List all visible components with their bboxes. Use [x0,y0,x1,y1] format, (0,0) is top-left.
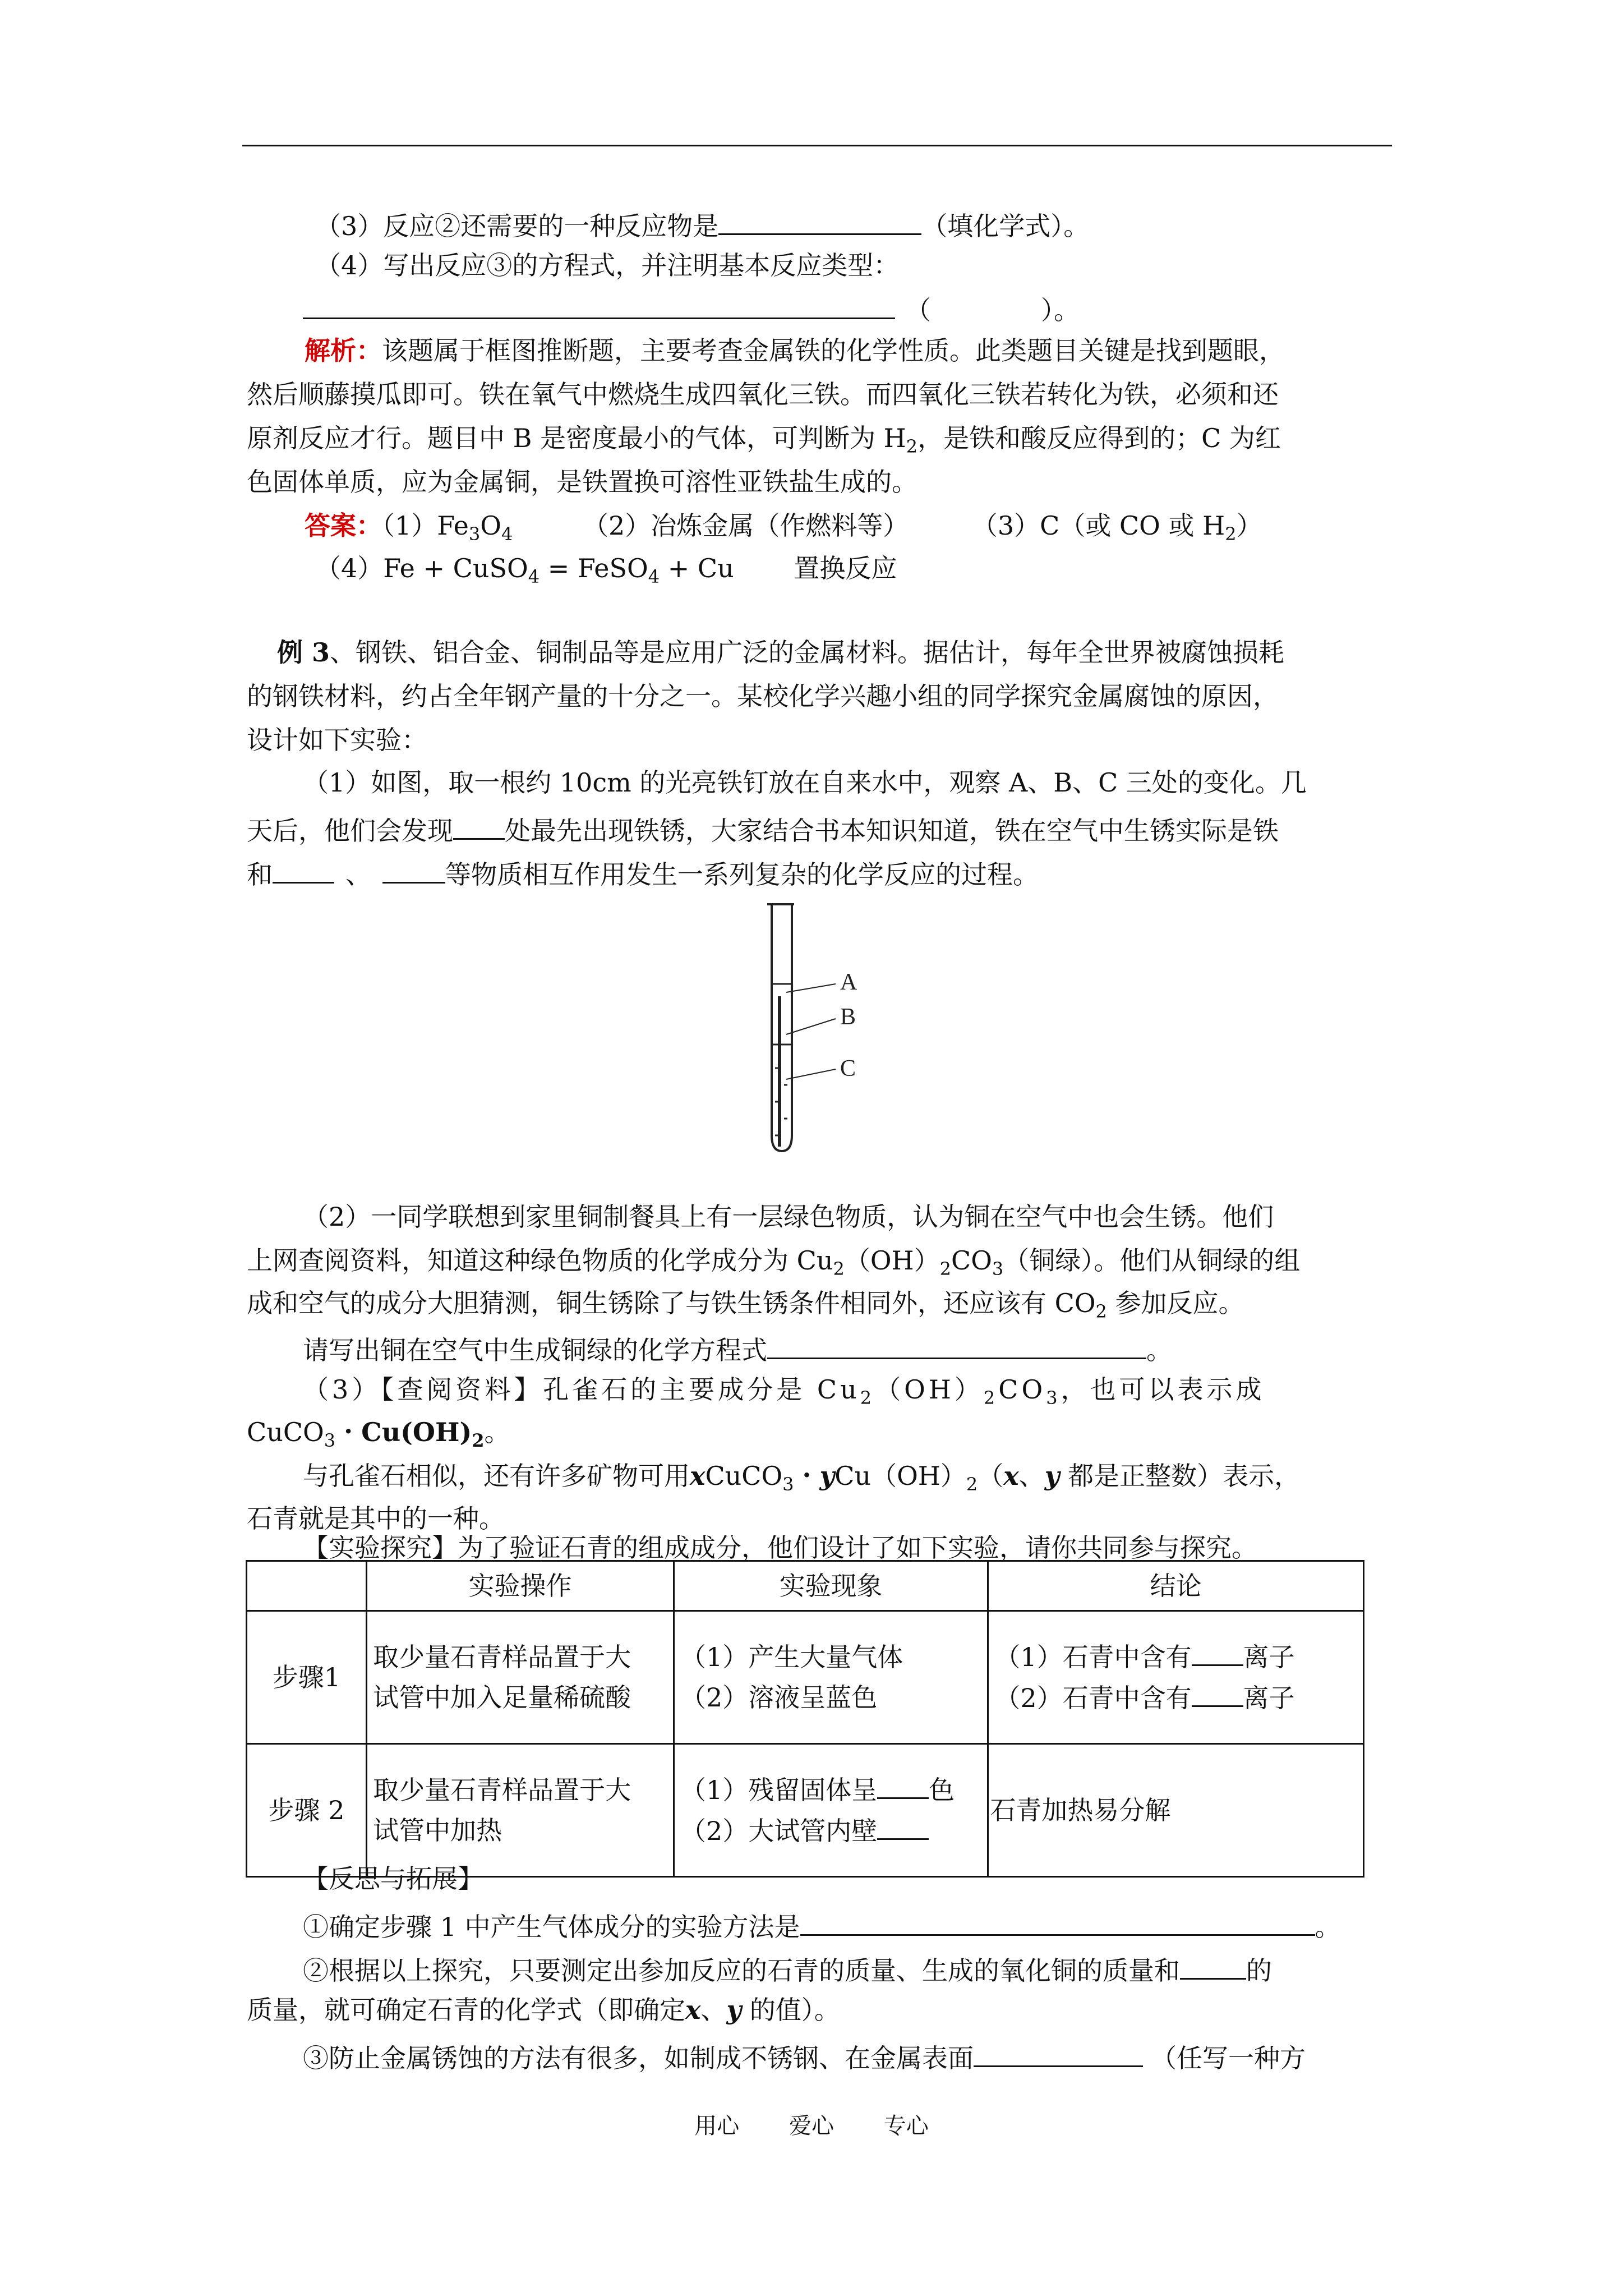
example-3-line-3 [247,723,427,757]
part-3-text-3g: 都是正整数）表示， [1059,1461,1301,1491]
analysis-line-2 [247,377,1279,412]
wall-blank[interactable] [877,1810,929,1840]
pointer-a [786,984,836,992]
color-blank[interactable] [877,1769,929,1799]
analysis-text-1: 该题属于框图推断题，主要考查金属铁的化学性质。此类题目关键是找到题眼， [382,335,1285,366]
part-1-line-3 [247,853,1039,892]
separator: 、 [1018,1461,1045,1491]
example-text-1: 、钢铁、铝合金、铜制品等是应用广泛的金属材料。据估计，每年全世界被腐蚀损耗 [330,637,1285,668]
reflect-line-4 [303,2036,1306,2076]
answer-label: 答案： [305,510,382,541]
subscript: 3 [1046,1387,1061,1409]
answer-2: （2）冶炼金属（作燃料等） [582,510,909,541]
subscript: 2 [833,1258,845,1280]
part-2-line-4 [303,1328,1172,1368]
answer-1-o: O [480,510,501,541]
conclusion-cell [988,1611,1364,1744]
label-a: A [840,969,857,995]
analysis-line-3 [247,421,1281,464]
part-3-text-1d: ，也可以表示成 [1061,1374,1265,1405]
var-y: y [726,1995,742,2025]
analysis-line-4 [247,464,917,499]
subscript: 2 [860,1387,875,1409]
question-3-text: （3）反应②还需要的一种反应物是 [315,211,719,241]
operation-text: 试管中加热 [373,1815,502,1846]
answer-4-mid: = FeSO [540,553,648,583]
answer-1: （1）Fe [382,510,469,541]
analysis-line-1 [305,333,1285,368]
label-c: C [840,1056,856,1082]
step-label: 步骤1 [247,1611,367,1744]
phenomenon-cell [674,1611,988,1744]
answer-3: （3）C（或 CO 或 H [971,510,1225,541]
reflect-title [303,1861,483,1896]
table-header: 实验操作 [367,1561,674,1611]
answer-line-2 [315,551,897,594]
part-3-text-3b: CuCO [705,1461,783,1491]
part-2-text-2d: （铜绿）。他们从铜绿的组 [1003,1245,1301,1276]
paren-open: （ [905,295,931,325]
part-2-text-2c: CO [951,1245,992,1276]
protection-blank[interactable] [974,2036,1143,2067]
formula-cuoh: Cu(OH) [361,1417,472,1447]
reaction-type: 置换反应 [794,553,897,583]
reflect-line-2 [303,1949,1272,1988]
reflect-text-1a: ①确定步骤 1 中产生气体成分的实验方法是 [303,1912,800,1942]
table-header [247,1561,367,1611]
dot: ・ [335,1417,362,1447]
analysis-text-3-end: ，是铁和酸反应得到的；C 为红 [917,423,1281,453]
reflect-line-3 [247,1993,840,2027]
table-header: 结论 [988,1561,1364,1611]
experiment-table [246,1560,1364,1878]
question-3-suffix: （填化学式）。 [921,211,1090,241]
answer-3-end: ） [1236,510,1262,541]
question-3-line [315,204,1089,243]
subscript: 2 [939,1258,951,1280]
reflect-text-2a: ②根据以上探究，只要测定出参加反应的石青的质量、生成的氧化铜的质量和 [303,1955,1180,1986]
test-tube-icon [772,904,792,1151]
part-3-text-2a: CuCO [247,1417,324,1447]
equation-blank[interactable] [303,288,895,319]
answer-blank[interactable] [718,204,921,235]
question-4-text: （4）写出反应③的方程式，并注明基本反应类型： [315,250,900,280]
part-1-text-3a: 和 [247,859,273,890]
analysis-label: 解析： [305,335,382,366]
part-2-text-4a: 请写出铜在空气中生成铜绿的化学方程式 [303,1335,767,1365]
subscript: 2 [1095,1301,1107,1322]
part-3-text-3d: Cu（OH） [834,1461,966,1491]
dot: ・ [794,1461,820,1491]
conclusion-cell: 石青加热易分解 [988,1744,1364,1877]
footer-text: 专心 [883,2113,929,2139]
example-label: 例 3 [277,637,330,668]
var-x: x [1003,1461,1019,1491]
answer-4-end: + Cu [660,553,734,583]
period: 。 [1315,1912,1341,1942]
substance-blank-1[interactable] [273,853,334,884]
var-y: y [1044,1461,1060,1491]
part-2-line-2 [247,1243,1300,1286]
reflect-text-3c: 的值）。 [741,1995,840,2025]
reflect-text-2b: 的 [1246,1955,1272,1986]
subscript: 4 [501,523,513,545]
answer-4: （4）Fe + CuSO [315,553,528,583]
page-footer [0,2108,1623,2140]
part-2-text-3b: 参加反应。 [1106,1288,1244,1318]
separator: 、 [700,1995,727,2025]
operation-cell [367,1744,674,1877]
part-2-line-3 [247,1286,1244,1329]
analysis-text-2: 然后顺藤摸瓜即可。铁在氧气中燃烧生成四氧化三铁。而四氧化三铁若转化为铁，必须和还 [247,379,1279,409]
answer-line-1 [305,508,1262,551]
part-3-text-5: 【实验探究】为了验证石青的组成成分，他们设计了如下实验，请你共同参与探究。 [303,1533,1257,1563]
conclusion-line [994,1677,1357,1718]
part-1-text-2a: 天后，他们会发现 [247,816,453,846]
part-1-line-2 [247,809,1279,848]
ion-blank-1[interactable] [1192,1636,1243,1666]
operation-text: 试管中加入足量稀硫酸 [373,1682,631,1713]
table-row [247,1744,1364,1877]
part-2-line-1 [303,1199,1274,1234]
footer-text: 爱心 [789,2113,834,2139]
subscript: 2 [966,1474,978,1495]
example-3-line-2 [247,679,1279,714]
location-blank[interactable] [453,809,505,840]
pointer-b [786,1019,836,1034]
phenomenon-line [680,1810,981,1851]
phenomenon-text: （2）溶液呈蓝色 [680,1682,878,1713]
reflect-title-text: 【反思与拓展】 [303,1864,483,1894]
subscript: 2 [1225,523,1237,545]
mass-blank[interactable] [1180,1949,1246,1980]
ion-blank-2[interactable] [1192,1677,1243,1707]
phenomenon-text: （1）产生大量气体 [680,1642,903,1672]
table-header: 实验现象 [674,1561,988,1611]
period: 。 [484,1417,510,1447]
var-x: x [685,1995,701,2025]
part-3-line-2 [247,1415,510,1458]
part-1-line-1 [303,765,1307,800]
subscript: 3 [468,523,481,545]
operation-text: 取少量石青样品置于大 [373,1642,631,1672]
part-3-line-1 [303,1372,1265,1415]
part-2-text-2b: （OH） [844,1245,940,1276]
question-4-answer-line [303,288,1080,328]
example-3-line-1 [277,635,1284,670]
analysis-text-4: 色固体单质，应为金属铜，是铁置换可溶性亚铁盐生成的。 [247,467,917,497]
question-4-line [315,248,899,283]
part-3-text-1a: （3）【查阅资料】孔雀石的主要成分是 Cu [303,1374,860,1405]
example-text-2: 的钢铁材料，约占全年钢产量的十分之一。某校化学兴趣小组的同学探究金属腐蚀的原因， [247,681,1279,711]
subscript: 4 [648,566,660,587]
footer-text: 用心 [694,2113,740,2139]
part-3-text-1b: （OH） [875,1374,984,1405]
method-blank[interactable] [800,1905,1315,1936]
subscript: 3 [324,1430,336,1451]
operation-cell [367,1611,674,1744]
substance-blank-2[interactable] [382,853,445,884]
header-rule [242,145,1392,146]
table-row [247,1611,1364,1744]
conclusion-text: （2）石青中含有 [994,1683,1192,1713]
conclusion-text: 离子 [1243,1642,1295,1672]
test-tube-figure [751,900,909,1158]
part-2-text-2a: 上网查阅资料，知道这种绿色物质的化学成分为 Cu [247,1245,833,1276]
var-y: y [819,1461,835,1491]
subscript: 2 [983,1387,999,1409]
subscript: 3 [992,1258,1004,1280]
paren: （ [978,1461,1004,1491]
analysis-text-3: 原剂反应才行。题目中 B 是密度最小的气体，可判断为 H [247,423,906,453]
part-1-text-1: （1）如图，取一根约 10cm 的光亮铁钉放在自来水中，观察 A、B、C 三处的变化。几 [303,767,1307,798]
part-2-text-1: （2）一同学联想到家里铜制餐具上有一层绿色物质，认为铜在空气中也会生锈。他们 [303,1202,1274,1232]
reflect-line-1 [303,1905,1341,1944]
period: 。 [1146,1335,1172,1365]
part-3-text-1c: CO [998,1374,1046,1405]
step-label: 步骤 2 [247,1744,367,1877]
operation-text: 取少量石青样品置于大 [373,1775,631,1805]
phenomenon-cell [674,1744,988,1877]
label-b: B [840,1004,856,1030]
reflect-text-4a: ③防止金属锈蚀的方法有很多，如制成不锈钢、在金属表面 [303,2043,974,2073]
separator: 、 [345,859,371,890]
phenomenon-line [680,1769,981,1810]
part-3-line-3 [303,1458,1300,1502]
part-2-text-3a: 成和空气的成分大胆猜测，铜生锈除了与铁生锈条件相同外，还应该有 CO [247,1288,1096,1318]
equation-blank-2[interactable] [767,1328,1146,1359]
reflect-text-4b: （任写一种方 [1151,2043,1306,2073]
part-1-text-2b: 处最先出现铁锈，大家结合书本知识知道，铁在空气中生锈实际是铁 [505,816,1279,846]
part-3-text-3a: 与孔雀石相似，还有许多矿物可用 [303,1461,690,1491]
var-x: x [690,1461,706,1491]
part-3-text-4: 石青就是其中的一种。 [247,1503,505,1534]
pointer-c [786,1069,836,1079]
subscript: 4 [528,566,540,587]
paren-close: ）。 [1041,295,1080,325]
phenomenon-text: （1）残留固体呈 [680,1775,878,1805]
phenomenon-text: （2）大试管内壁 [680,1816,878,1846]
subscript: 3 [782,1474,794,1495]
part-1-text-3c: 等物质相互作用发生一系列复杂的化学反应的过程。 [445,859,1039,890]
subscript: 2 [906,436,918,457]
subscript: 2 [472,1430,485,1451]
reflect-text-3a: 质量，就可确定石青的化学式（即确定 [247,1995,685,2025]
example-text-3: 设计如下实验： [247,725,427,755]
phenomenon-text: 色 [929,1775,955,1805]
table-header-row [247,1561,1364,1611]
conclusion-text: 离子 [1243,1683,1295,1713]
conclusion-text: （1）石青中含有 [994,1642,1192,1672]
conclusion-line [994,1636,1357,1677]
